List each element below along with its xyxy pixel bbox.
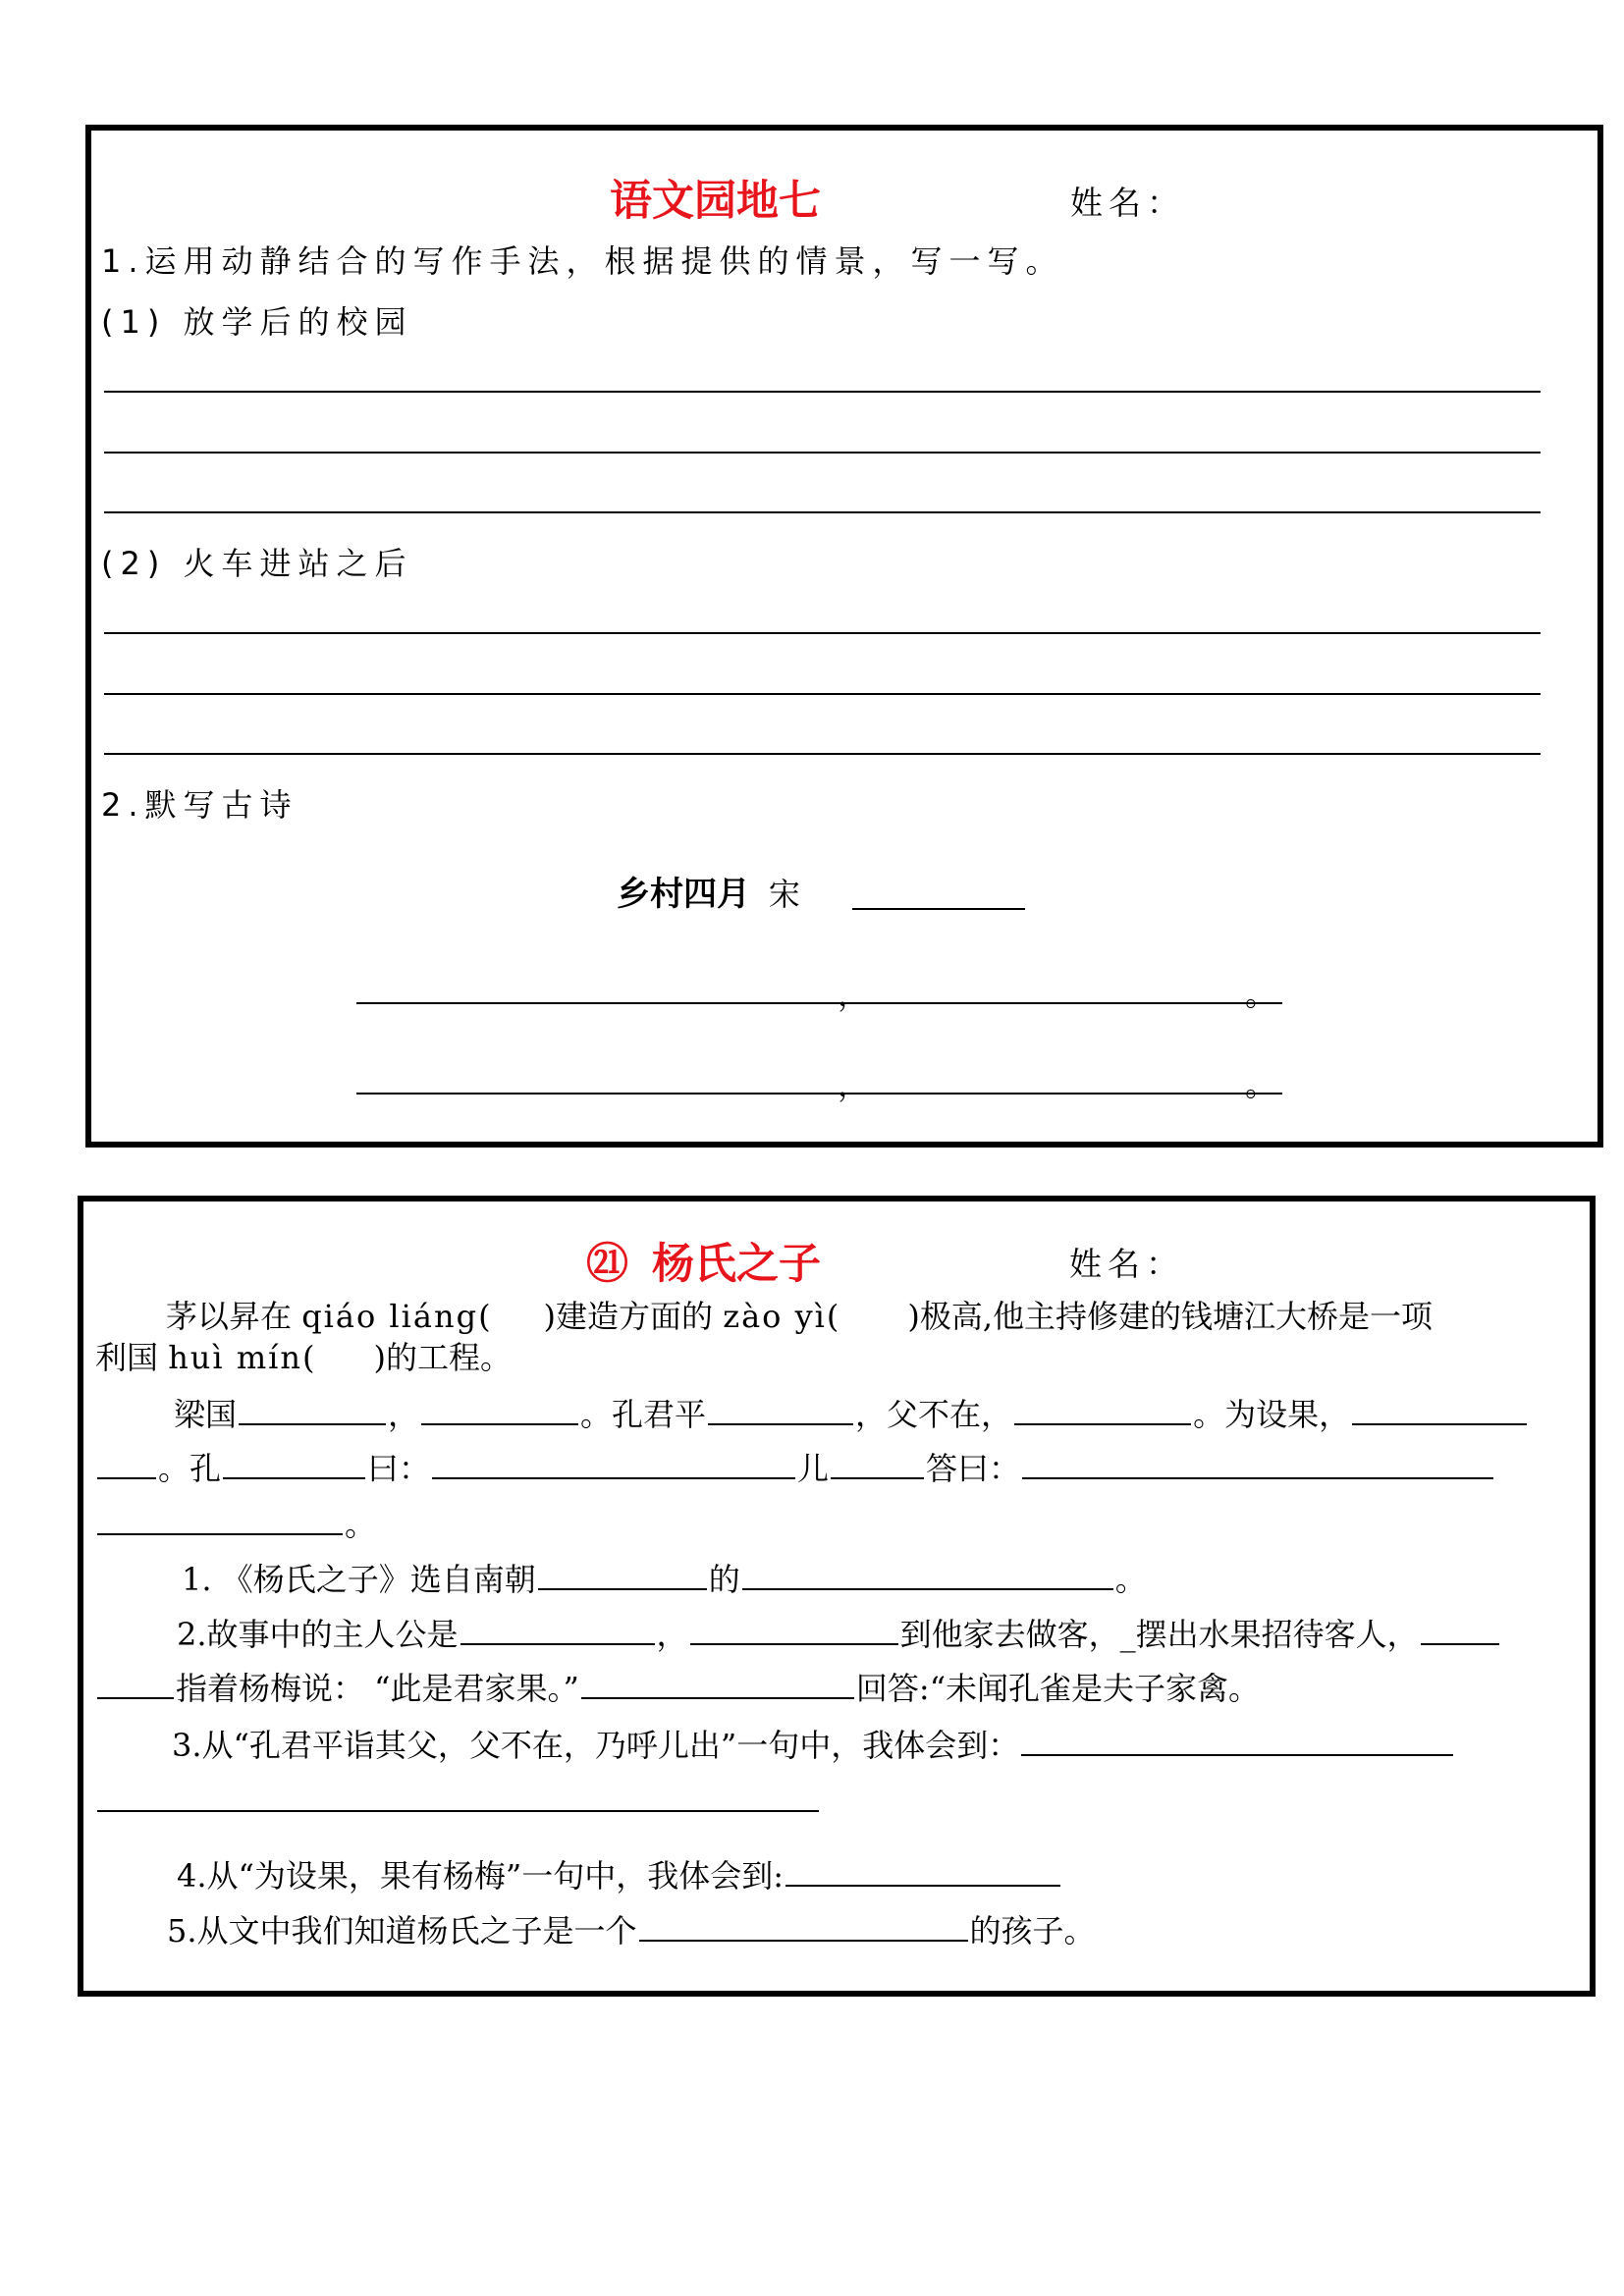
answer-line[interactable] <box>97 1810 819 1812</box>
text: 1. 《杨氏之子》选自南朝 <box>182 1561 536 1598</box>
question-3 <box>172 1719 1455 1766</box>
card-title <box>586 1231 821 1291</box>
poem-dynasty: 宋 <box>768 876 800 913</box>
text: )极高,他主持修建的钱塘江大桥是一项 <box>907 1298 1434 1335</box>
answer-blank[interactable] <box>239 1388 386 1425</box>
pinyin-prompt: huì mín( <box>168 1339 317 1376</box>
answer-blank[interactable] <box>538 1553 707 1590</box>
answer-blank[interactable] <box>460 1608 655 1645</box>
text: 2.故事中的主人公是 <box>177 1616 459 1653</box>
answer-blank[interactable] <box>581 1662 854 1699</box>
answer-blank[interactable] <box>742 1553 1113 1590</box>
text: 答曰： <box>926 1450 1021 1487</box>
text: 儿 <box>797 1450 830 1487</box>
exercise-card-yang-family-son <box>78 1196 1596 1997</box>
poem-line-1[interactable] <box>356 1002 1282 1004</box>
question-2-prompt: 2.默写古诗 <box>101 786 298 824</box>
text: 。孔 <box>158 1450 222 1487</box>
answer-blank[interactable] <box>421 1388 578 1425</box>
question-4 <box>177 1849 1062 1896</box>
name-label: 姓名： <box>1069 1245 1184 1283</box>
text: 指着杨梅说： “此是君家果。” <box>176 1670 579 1707</box>
answer-blank[interactable] <box>1022 1442 1493 1479</box>
writing-line[interactable] <box>104 511 1541 513</box>
poem-comma: ， <box>838 976 870 1013</box>
answer-blank[interactable] <box>223 1442 365 1479</box>
text: 。 <box>1114 1561 1147 1598</box>
text: 4.从“为设果，果有杨梅”一句中，我体会到: <box>177 1857 785 1895</box>
answer-blank[interactable] <box>1021 1719 1453 1756</box>
answer-blank[interactable] <box>1352 1388 1527 1425</box>
cloze-line-2 <box>95 1442 1495 1489</box>
poet-answer-line[interactable] <box>852 908 1025 910</box>
poem-comma: ， <box>838 1066 870 1103</box>
text: )的工程。 <box>373 1339 512 1376</box>
poem-line-2[interactable] <box>356 1093 1282 1095</box>
text: 梁国 <box>174 1396 238 1433</box>
pinyin-line-2 <box>95 1333 512 1378</box>
poem-period: 。 <box>1245 1066 1277 1103</box>
text: 。为设果， <box>1193 1396 1351 1433</box>
answer-blank[interactable] <box>1421 1608 1499 1645</box>
pinyin-prompt: qiáo liáng( <box>301 1298 493 1335</box>
poem-title: 乡村四月 <box>617 875 750 914</box>
text: 3.从“孔君平诣其父，父不在，乃呼儿出”一句中，我体会到： <box>172 1727 1020 1764</box>
writing-line[interactable] <box>104 632 1541 634</box>
question-2-line-1 <box>177 1608 1501 1655</box>
cloze-line-1 <box>174 1388 1529 1435</box>
answer-blank[interactable] <box>432 1442 795 1479</box>
card-title: 语文园地七 <box>610 177 821 226</box>
answer-blank[interactable] <box>690 1608 898 1645</box>
cloze-line-3 <box>95 1498 376 1545</box>
writing-line[interactable] <box>104 391 1541 393</box>
writing-line[interactable] <box>104 452 1541 454</box>
card-title-text: 杨氏之子 <box>652 1240 821 1289</box>
answer-blank[interactable] <box>785 1849 1060 1887</box>
text: 曰： <box>367 1450 431 1487</box>
question-1-prompt: 1.运用动静结合的写作手法，根据提供的情景，写一写。 <box>101 242 1064 280</box>
answer-blank[interactable] <box>708 1388 853 1425</box>
answer-blank[interactable] <box>1014 1388 1191 1425</box>
text: 的孩子。 <box>969 1912 1096 1949</box>
writing-line[interactable] <box>104 753 1541 755</box>
lesson-number-icon: ㉑ <box>586 1240 628 1289</box>
text: 。 <box>345 1506 377 1543</box>
text: 到他家去做客，_摆出水果招待客人， <box>899 1616 1419 1653</box>
answer-blank[interactable] <box>97 1442 156 1479</box>
text: )建造方面的 <box>543 1298 724 1335</box>
text: 的 <box>708 1561 740 1598</box>
name-label: 姓名： <box>1070 184 1185 222</box>
text: 利国 <box>95 1339 169 1376</box>
exercise-card-garden-seven <box>85 125 1603 1148</box>
answer-blank[interactable] <box>831 1442 924 1479</box>
question-1 <box>182 1553 1147 1600</box>
question-1-scene-1: (1) 放学后的校园 <box>101 303 413 341</box>
answer-blank[interactable] <box>97 1498 343 1535</box>
text: ， <box>388 1396 420 1433</box>
pinyin-line-1 <box>166 1292 1433 1337</box>
question-2-line-2 <box>95 1662 1260 1709</box>
text: 回答:“未闻孔雀是夫子家禽。 <box>855 1670 1261 1707</box>
text: ， <box>656 1616 688 1653</box>
answer-blank[interactable] <box>97 1662 174 1699</box>
text: ，父不在， <box>855 1396 1013 1433</box>
question-5 <box>167 1904 1096 1951</box>
question-1-scene-2: (2) 火车进站之后 <box>101 545 413 582</box>
answer-blank[interactable] <box>639 1904 968 1942</box>
poem-period: 。 <box>1245 976 1277 1013</box>
text: 。孔君平 <box>580 1396 707 1433</box>
writing-line[interactable] <box>104 693 1541 695</box>
text: 5.从文中我们知道杨氏之子是一个 <box>167 1912 637 1949</box>
text: 茅以昇在 <box>166 1298 302 1335</box>
pinyin-prompt: zào yì( <box>723 1298 841 1335</box>
poem-heading <box>617 867 800 915</box>
